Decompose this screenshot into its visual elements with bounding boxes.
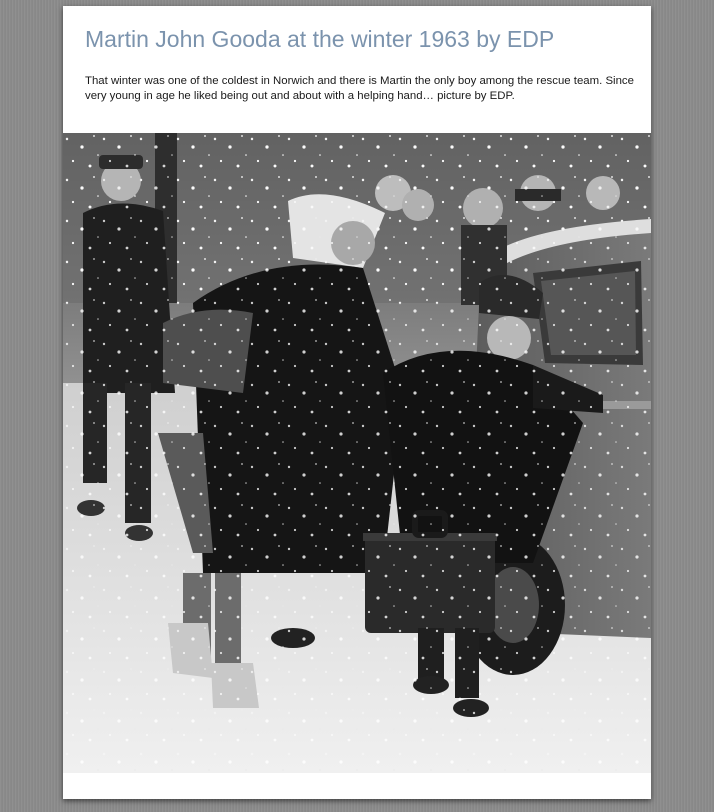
document-page	[63, 6, 651, 799]
page-title: Martin John Gooda at the winter 1963 by EDP	[85, 26, 555, 52]
snow-scene-photo	[63, 133, 651, 773]
historic-photograph	[63, 133, 651, 773]
photo-caption: That winter was one of the coldest in Norwich and there is Martin the only boy among the rescue team. Since very young in age he liked being out and about with a helping hand… picture by EDP.	[85, 75, 634, 102]
